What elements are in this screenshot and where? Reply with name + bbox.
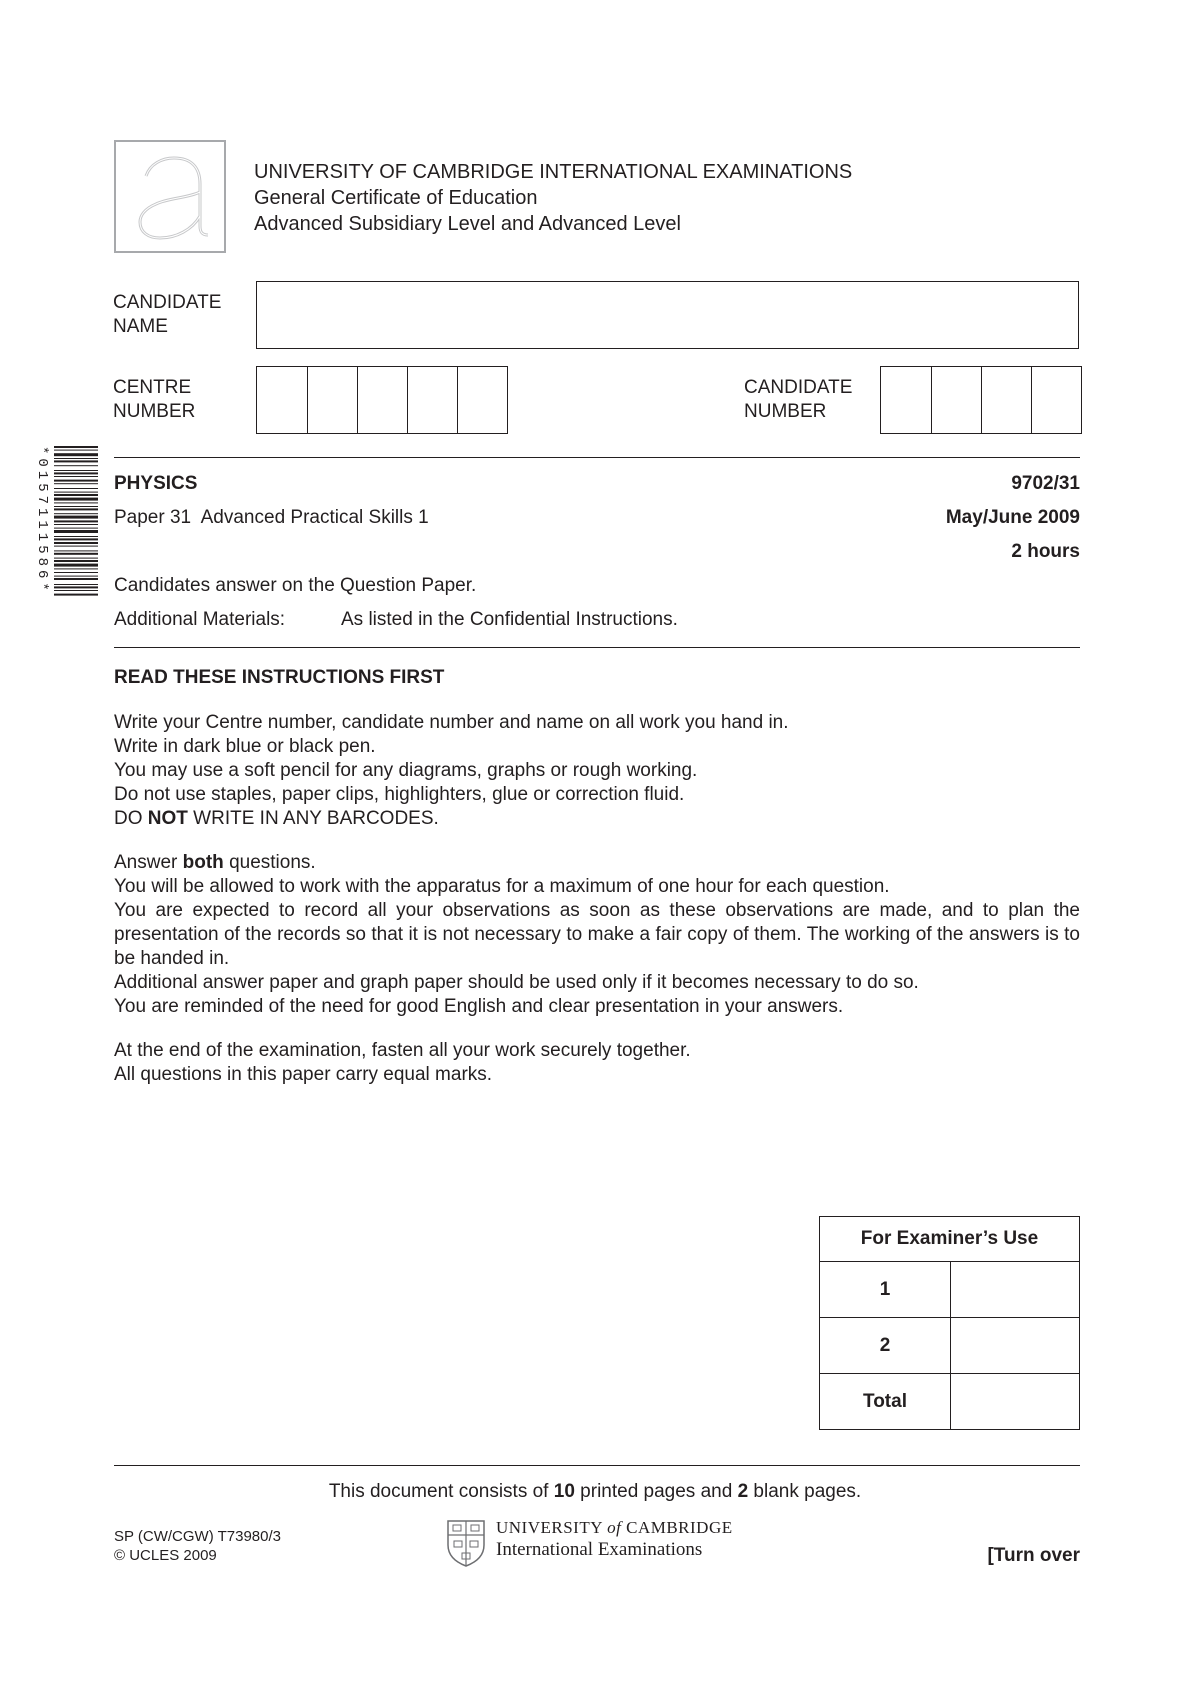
- instruction-fragment: Answer: [114, 852, 183, 873]
- barcode-bar: [54, 564, 98, 567]
- barcode-bar: [54, 508, 98, 510]
- table-row: [820, 1262, 1080, 1318]
- instruction-line: All questions in this paper carry equal marks.: [114, 1064, 493, 1085]
- barcode-bar: [54, 470, 98, 471]
- copyright: © UCLES 2009: [114, 1547, 217, 1564]
- barcode-bar: [54, 498, 98, 501]
- paper-code: 9702/31: [1011, 473, 1080, 494]
- turn-over-label: [Turn over: [987, 1545, 1080, 1566]
- logo-fragment: CAMBRIDGE: [621, 1518, 733, 1537]
- barcode-number: [34, 446, 50, 676]
- divider: [114, 1465, 1080, 1466]
- instruction-fragment: questions.: [223, 852, 316, 873]
- instructions-block-3: [114, 1039, 1080, 1087]
- candidate-name-field[interactable]: [256, 281, 1079, 349]
- barcode-bar: [54, 502, 98, 503]
- barcode-bar: [54, 516, 98, 519]
- instructions-heading: READ THESE INSTRUCTIONS FIRST: [114, 667, 445, 688]
- barcode-bar: [54, 472, 98, 474]
- barcode-bar: [54, 480, 98, 482]
- exam-session: May/June 2009: [945, 507, 1080, 528]
- candidate-number-label-line1: CANDIDATE: [744, 377, 853, 398]
- barcode-bar: [54, 483, 98, 484]
- barcode-bar: [54, 465, 98, 466]
- table-row: [820, 1374, 1080, 1430]
- barcode-bar: [54, 576, 98, 577]
- candidate-number-label-line2: NUMBER: [744, 401, 827, 422]
- divider: [114, 647, 1080, 648]
- barcode-bar: [54, 524, 98, 525]
- barcode-bar: [54, 528, 98, 529]
- cambridge-crest-icon: [446, 1519, 486, 1567]
- barcode-bar: [54, 458, 98, 459]
- subject-title: PHYSICS: [114, 473, 198, 494]
- question-number: 1: [820, 1262, 951, 1318]
- barcode-bar: [54, 553, 98, 555]
- barcode-bar: [54, 538, 98, 540]
- materials-label: Additional Materials:: [114, 609, 286, 630]
- barcode-digits: *0157111586*: [34, 446, 50, 595]
- barcode-bar: [54, 450, 98, 451]
- instruction-line: [114, 851, 1080, 875]
- centre-digit-box[interactable]: [457, 367, 507, 433]
- barcode-bar: [54, 513, 98, 514]
- cambridge-logo-text: [496, 1518, 733, 1561]
- cambridge-logo-line2: International Examinations: [496, 1539, 703, 1560]
- document-reference: [114, 1527, 281, 1565]
- answer-location: Candidates answer on the Question Paper.: [114, 575, 477, 596]
- total-label: Total: [820, 1374, 951, 1430]
- candidate-number-field: [880, 366, 1082, 434]
- instruction-fragment: DO: [114, 808, 148, 829]
- examiner-use-table: [819, 1216, 1080, 1430]
- candidate-digit-box[interactable]: [981, 367, 1031, 433]
- blank-page-count: 2: [737, 1481, 749, 1502]
- qualification-level: Advanced Subsidiary Level and Advanced Level: [254, 213, 681, 235]
- barcode-bar: [54, 578, 98, 580]
- instruction-line: Write your Centre number, candidate number and name on all work you hand in.: [114, 712, 789, 733]
- instruction-emphasis: both: [182, 852, 224, 873]
- candidate-name-label-line1: CANDIDATE: [113, 292, 222, 313]
- cambridge-logo-line1: [496, 1518, 733, 1538]
- page-count-fragment: This document consists of: [328, 1481, 554, 1502]
- divider: [114, 457, 1080, 458]
- barcode-bar: [54, 530, 98, 533]
- centre-digit-box[interactable]: [407, 367, 457, 433]
- table-row: [820, 1318, 1080, 1374]
- candidate-number-label: [744, 376, 852, 424]
- barcode-bar: [54, 520, 98, 522]
- instruction-emphasis: NOT: [147, 808, 188, 829]
- mark-cell[interactable]: [951, 1318, 1080, 1374]
- barcode-bar: [54, 558, 98, 559]
- barcode-bar: [54, 586, 98, 588]
- barcode-bar: [54, 594, 98, 596]
- barcode-bar: [54, 560, 98, 562]
- instruction-line: Do not use staples, paper clips, highlighters, glue or correction fluid.: [114, 784, 685, 805]
- barcode-bar: [54, 446, 98, 448]
- mark-cell[interactable]: [951, 1262, 1080, 1318]
- centre-digit-box[interactable]: [357, 367, 407, 433]
- barcode-bar: [54, 494, 98, 496]
- question-number: 2: [820, 1318, 951, 1374]
- barcode-bar: [54, 453, 98, 456]
- instruction-line: Additional answer paper and graph paper should be used only if it becomes necessary to do so.: [114, 972, 919, 993]
- instruction-fragment: WRITE IN ANY BARCODES.: [187, 808, 439, 829]
- barcode-bar: [54, 542, 98, 544]
- board-logo: [114, 140, 226, 253]
- instruction-line: Write in dark blue or black pen.: [114, 736, 376, 757]
- barcode-bar: [54, 546, 98, 547]
- candidate-digit-box[interactable]: [1031, 367, 1081, 433]
- instruction-line: You may use a soft pencil for any diagrams, graphs or rough working.: [114, 760, 698, 781]
- paper-title: Paper 31 Advanced Practical Skills 1: [114, 507, 429, 528]
- centre-number-label-line1: CENTRE: [113, 377, 192, 398]
- centre-digit-box[interactable]: [307, 367, 357, 433]
- candidate-digit-box[interactable]: [931, 367, 981, 433]
- page-count-fragment: printed pages and: [574, 1481, 738, 1502]
- instruction-line: At the end of the examination, fasten all your work securely together.: [114, 1040, 691, 1061]
- candidate-digit-box[interactable]: [881, 367, 931, 433]
- examiner-use-heading: For Examiner’s Use: [820, 1217, 1080, 1262]
- barcode-bar: [54, 590, 98, 591]
- exam-duration: 2 hours: [1011, 541, 1080, 562]
- instruction-line: You are expected to record all your observations as soon as these observations are made, and to plan the presentation of the records so that it is not necessary to make a fair copy of them. The working of the answers is to be handed in.: [114, 900, 1080, 969]
- centre-number-label: [113, 376, 195, 424]
- instruction-line: You will be allowed to work with the apparatus for a maximum of one hour for each question.: [114, 876, 890, 897]
- board-name: UNIVERSITY OF CAMBRIDGE INTERNATIONAL EXAMINATIONS: [254, 161, 853, 183]
- barcode-bar: [54, 536, 98, 537]
- page-count-fragment: blank pages.: [748, 1481, 862, 1502]
- instruction-line: [114, 807, 1080, 831]
- candidate-name-label: [113, 291, 221, 339]
- centre-digit-box[interactable]: [257, 367, 307, 433]
- instruction-line: You are reminded of the need for good English and clear presentation in your answers.: [114, 996, 844, 1017]
- logo-fragment: of: [607, 1518, 622, 1537]
- printed-page-count: 10: [553, 1481, 575, 1502]
- instructions-block-1: [114, 711, 1080, 831]
- barcode-bar: [54, 584, 98, 585]
- instructions-block-2: [114, 851, 1080, 1019]
- reference-code: SP (CW/CGW) T73980/3: [114, 1528, 281, 1545]
- materials-value: As listed in the Confidential Instructions.: [341, 609, 678, 630]
- barcode-bar: [54, 488, 98, 489]
- qualification: General Certificate of Education: [254, 187, 538, 209]
- barcode-bar: [54, 476, 98, 477]
- barcode-bar: [54, 572, 98, 573]
- barcode-bar: [54, 568, 98, 569]
- barcode-bar: [54, 550, 98, 551]
- logo-fragment: UNIVERSITY: [496, 1518, 608, 1537]
- centre-number-label-line2: NUMBER: [113, 401, 196, 422]
- barcode-bar: [54, 460, 98, 462]
- centre-number-field: [256, 366, 508, 434]
- page-count-note: [0, 1481, 1190, 1503]
- barcode-bar: [54, 506, 98, 507]
- candidate-name-label-line2: NAME: [113, 316, 168, 337]
- total-mark-cell[interactable]: [951, 1374, 1080, 1430]
- barcode-bar: [54, 492, 98, 493]
